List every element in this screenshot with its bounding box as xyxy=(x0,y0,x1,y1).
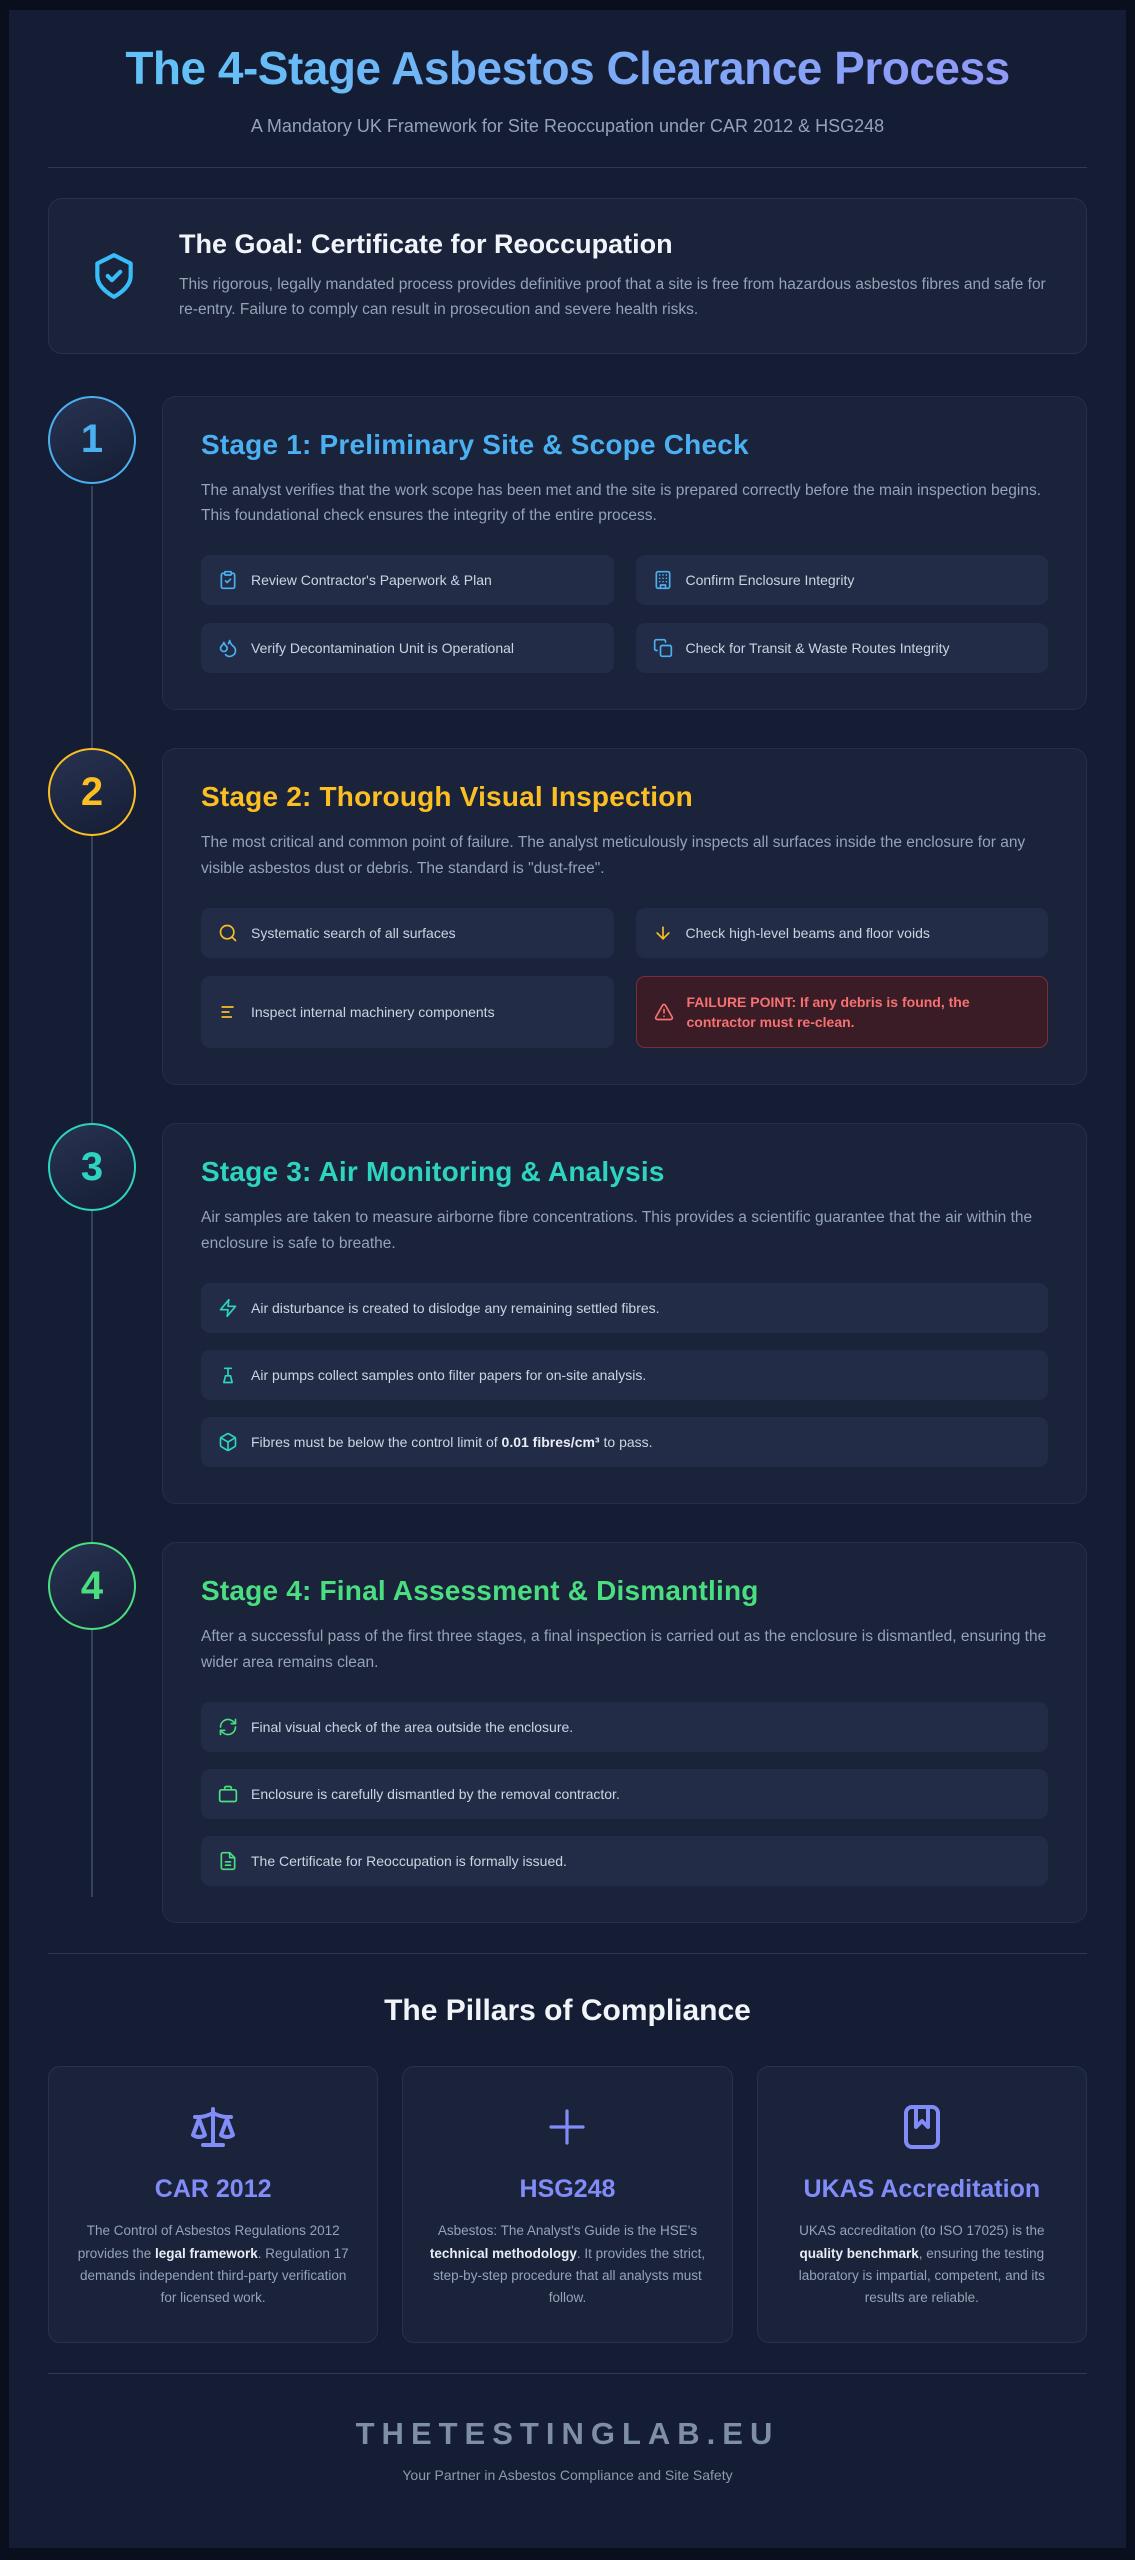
checklist-item xyxy=(201,908,614,958)
copy-icon xyxy=(653,638,673,658)
checklist-item xyxy=(201,1702,1048,1752)
pillar-card-car2012 xyxy=(48,2066,378,2342)
book-marked-icon xyxy=(784,2103,1060,2151)
checklist-item-label: Check high-level beams and floor voids xyxy=(685,924,930,941)
footer-brand: THETESTINGLAB.EU xyxy=(355,2415,780,2451)
search-icon xyxy=(218,923,238,943)
pillar-card-ukas xyxy=(757,2066,1087,2342)
divider xyxy=(48,1953,1087,1954)
checklist-item xyxy=(201,623,614,673)
stages-timeline xyxy=(48,396,1087,1924)
checklist-item-label: Air pumps collect samples onto filter papers for on-site analysis. xyxy=(251,1366,647,1383)
stage-3-description: Air samples are taken to measure airborne fibre concentrations. This provides a scientific guarantee that the air within the enclosure is safe to breathe. xyxy=(201,1209,1033,1252)
stage-4-number-badge: 4 xyxy=(48,1542,136,1630)
checklist-item-label: Review Contractor's Paperwork & Plan xyxy=(251,571,492,588)
checklist-item xyxy=(201,555,614,605)
checklist-item-label: Verify Decontamination Unit is Operational xyxy=(251,640,515,657)
divider xyxy=(48,167,1087,168)
pillar-title: HSG248 xyxy=(519,2175,616,2204)
checklist-item xyxy=(636,555,1049,605)
checklist-item-label: Confirm Enclosure Integrity xyxy=(685,571,855,588)
pillar-body: Asbestos: The Analyst's Guide is the HSE's technical methodology. It provides the strict, step-by-step procedure that all analysts must follow. xyxy=(429,2223,706,2306)
arrow-down-icon xyxy=(653,923,673,943)
goal-body: This rigorous, legally mandated process provides definitive proof that a site is free from hazardous asbestos fibres and safe for re-entry. Failure to comply can result in prosecution and severe health risks. xyxy=(179,276,1046,318)
lines-icon xyxy=(218,1002,238,1022)
pillars-title: The Pillars of Compliance xyxy=(384,1994,751,2028)
pillar-title: CAR 2012 xyxy=(154,2175,272,2204)
failure-point-label: FAILURE POINT: If any debris is found, the contractor must re-clean. xyxy=(686,993,970,1031)
checklist-item xyxy=(636,623,1049,673)
pillars-section xyxy=(48,2066,1087,2342)
pillar-card-hsg248 xyxy=(402,2066,732,2342)
clipboard-check-icon xyxy=(218,570,238,590)
stage-3-number-badge: 3 xyxy=(48,1123,136,1211)
checklist-item xyxy=(201,1350,1048,1400)
stage-4-section xyxy=(48,1542,1087,1923)
stage-3-title: Stage 3: Air Monitoring & Analysis xyxy=(201,1156,665,1188)
checklist-item xyxy=(201,1417,1048,1467)
checklist-item xyxy=(201,1769,1048,1819)
scale-icon xyxy=(75,2103,351,2151)
pillar-title: UKAS Accreditation xyxy=(803,2175,1041,2204)
footer-tagline: Your Partner in Asbestos Compliance and Site Safety xyxy=(402,2466,733,2483)
stage-1-number-badge: 1 xyxy=(48,396,136,484)
alert-triangle-icon xyxy=(654,1002,674,1022)
air-pump-icon xyxy=(218,1365,238,1385)
stage-2-title: Stage 2: Thorough Visual Inspection xyxy=(201,781,693,813)
checklist-item-label: Air disturbance is created to dislodge any remaining settled fibres. xyxy=(251,1299,660,1316)
stage-1-title: Stage 1: Preliminary Site & Scope Check xyxy=(201,428,749,460)
footer xyxy=(48,2416,1087,2483)
checklist-item xyxy=(201,1283,1048,1333)
stage-2-description: The most critical and common point of failure. The analyst meticulously inspects all surfaces inside the enclosure for any visible asbestos dust or debris. The standard is "dust-free". xyxy=(201,834,1026,877)
stage-2-number-badge: 2 xyxy=(48,748,136,836)
page-subtitle: A Mandatory UK Framework for Site Reoccupation under CAR 2012 & HSG248 xyxy=(250,116,885,137)
checklist-item-label: Fibres must be below the control limit of 0.01 fibres/cm³ to pass. xyxy=(251,1434,653,1451)
goal-title: The Goal: Certificate for Reoccupation xyxy=(179,229,673,260)
stage-3-section xyxy=(48,1123,1087,1504)
checklist-item-label: Check for Transit & Waste Routes Integrity xyxy=(685,640,950,657)
stage-4-description: After a successful pass of the first three stages, a final inspection is carried out as the enclosure is dismantled, ensuring the wider area remains clean. xyxy=(201,1628,1047,1672)
stage-2-section xyxy=(48,748,1087,1085)
page-title: The 4-Stage Asbestos Clearance Process xyxy=(88,40,1048,96)
plus-icon xyxy=(429,2103,705,2151)
stage-1-description: The analyst verifies that the work scope has been met and the site is prepared correctly before the main inspection begins. This foundational check ensures the integrity of the entire process. xyxy=(201,481,1042,525)
checklist-item-label: Inspect internal machinery components xyxy=(251,1003,495,1020)
checklist-item-label: Final visual check of the area outside the enclosure. xyxy=(251,1718,574,1735)
zap-icon xyxy=(218,1298,238,1318)
stage-4-card xyxy=(162,1542,1087,1923)
stage-3-card xyxy=(162,1123,1087,1504)
goal-card xyxy=(48,198,1087,354)
checklist-item xyxy=(636,908,1049,958)
stage-1-section xyxy=(48,396,1087,711)
checklist-item xyxy=(201,976,614,1049)
stage-2-card xyxy=(162,748,1087,1085)
infographic-page xyxy=(9,10,1126,2548)
divider xyxy=(48,2373,1087,2374)
rotate-check-icon xyxy=(218,1717,238,1737)
checklist-item xyxy=(201,1836,1048,1886)
droplets-icon xyxy=(218,638,238,658)
stage-1-card xyxy=(162,396,1087,711)
shield-check-icon xyxy=(89,251,139,301)
file-text-icon xyxy=(218,1851,238,1871)
checklist-item-label: Enclosure is carefully dismantled by the removal contractor. xyxy=(251,1785,620,1802)
building-icon xyxy=(653,570,673,590)
checklist-item-label: Systematic search of all surfaces xyxy=(251,924,456,941)
failure-point-item xyxy=(636,976,1049,1049)
stage-4-title: Stage 4: Final Assessment & Dismantling xyxy=(201,1575,759,1607)
package-icon xyxy=(218,1432,238,1452)
pillar-body: UKAS accreditation (to ISO 17025) is the quality benchmark, ensuring the testing laboratory is impartial, competent, and its results are reliable. xyxy=(798,2223,1045,2306)
briefcase-icon xyxy=(218,1784,238,1804)
checklist-item-label: The Certificate for Reoccupation is formally issued. xyxy=(251,1853,567,1870)
pillar-body: The Control of Asbestos Regulations 2012 provides the legal framework. Regulation 17 demands independent third-party verification for licensed work. xyxy=(77,2223,349,2306)
